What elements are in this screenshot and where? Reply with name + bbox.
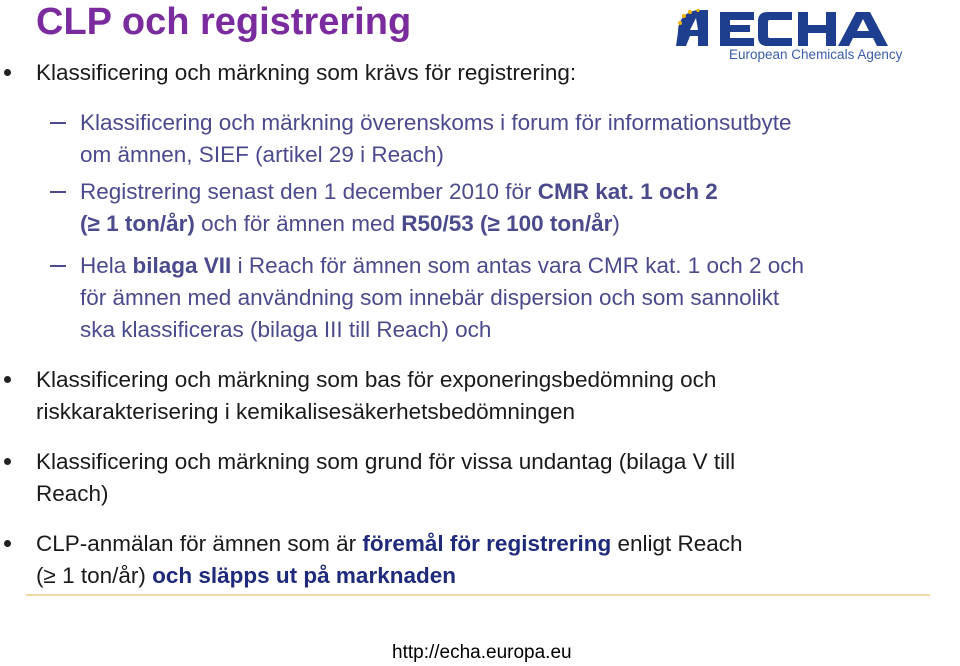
sub-2-line-1-b: CMR kat. 1 och 2	[537, 179, 718, 204]
footer-divider	[26, 594, 930, 596]
sub-2-line-1-a: Registrering senast den 1 december 2010 för	[80, 179, 538, 204]
bullet-dot-icon	[4, 376, 11, 383]
sub-3-line-2: för ämnen med användning som innebär dispersion och som sannolikt	[80, 285, 780, 310]
page-title: CLP och registrering	[36, 1, 412, 43]
sub-3-line-3: ska klassificeras (bilaga III till Reach) och	[80, 317, 492, 342]
sub-3-line-1-b: bilaga VII	[132, 253, 232, 278]
echa-tagline: European Chemicals Agency	[729, 47, 903, 62]
bullet-4-line-2-b: och släpps ut på marknaden	[152, 563, 456, 588]
bullet-dot-icon	[4, 540, 11, 547]
bullet-dot-icon	[4, 458, 11, 465]
bullet-3-line-2: Reach)	[36, 481, 109, 506]
dash-icon	[50, 265, 66, 267]
dash-icon	[50, 122, 66, 124]
sub-1-line-1: Klassificering och märkning överenskoms i forum för informationsutbyte	[80, 110, 792, 135]
bullet-2-line-2: riskkarakterisering i kemikalisesäkerhetsbedömningen	[36, 399, 575, 424]
echa-wordmark	[720, 12, 888, 46]
bullet-1-text: Klassificering och märkning som krävs för registrering:	[36, 60, 577, 85]
bullet-4-line-1-b: föremål för registrering	[362, 531, 612, 556]
sub-3-line-1-c: i Reach för ämnen som antas vara CMR kat. 1 och 2 och	[231, 253, 805, 278]
sub-2-line-2	[80, 208, 620, 240]
bullet-4-line-1-a: CLP-anmälan för ämnen som är	[36, 531, 363, 556]
echa-emblem-icon	[676, 9, 708, 46]
bullet-3-line-1: Klassificering och märkning som grund för vissa undantag (bilaga V till	[36, 449, 736, 474]
bullet-4-line-1-c: enligt Reach	[611, 531, 743, 556]
sub-2-line-1	[80, 176, 718, 208]
bullet-4-line-1	[36, 528, 743, 560]
sub-2-line-2-a: (≥ 1 ton/år)	[80, 211, 195, 236]
bullet-dot-icon	[4, 69, 11, 76]
sub-3-line-1	[80, 250, 804, 282]
dash-icon	[50, 191, 66, 193]
sub-1-line-2: om ämnen, SIEF (artikel 29 i Reach)	[80, 142, 444, 167]
bullet-4-line-2	[36, 560, 456, 592]
bullet-4-line-2-a: (≥ 1 ton/år)	[36, 563, 153, 588]
sub-3-line-1-a: Hela	[80, 253, 133, 278]
sub-2-line-2-b: och för ämnen med	[194, 211, 402, 236]
footer-url-link[interactable]: http://echa.europa.eu	[392, 642, 572, 663]
bullet-2-line-1: Klassificering och märkning som bas för exponeringsbedömning och	[36, 367, 717, 392]
sub-2-line-2-c: R50/53 (≥ 100 ton/år	[401, 211, 613, 236]
sub-2-line-2-d: )	[612, 211, 620, 236]
